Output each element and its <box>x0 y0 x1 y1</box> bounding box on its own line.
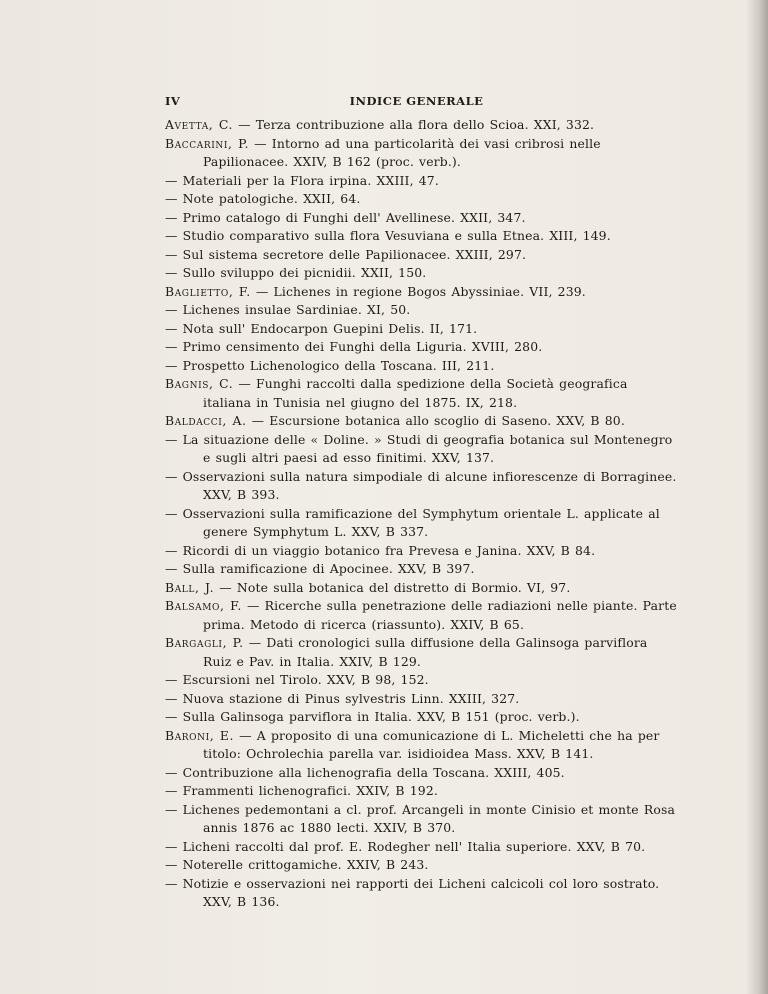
entry-author: Baldacci, A. <box>165 413 247 428</box>
index-entry <box>165 708 677 727</box>
running-header <box>165 94 668 108</box>
index-entry <box>165 301 677 320</box>
entry-text: — Ricordi di un viaggio botanico fra Prevesa e Janina. XXV, B 84. <box>165 542 596 558</box>
entry-text: — A proposito di una comunicazione di L. Micheletti che ha per titolo: Ochrolechia parella var. isidioidea Mass. XXV, B 141. <box>203 727 660 761</box>
entry-text: — Nuova stazione di Pinus sylvestris Linn. XXIII, 327. <box>165 690 520 706</box>
index-entry <box>165 190 677 209</box>
index-entry <box>165 116 677 135</box>
entry-text: — Lichenes insulae Sardiniae. XI, 50. <box>165 302 411 317</box>
index-entry <box>165 172 677 191</box>
index-entry <box>165 505 677 542</box>
entry-author: Balsamo, F. <box>165 598 242 613</box>
entry-author: Baglietto, F. <box>165 283 251 299</box>
entry-author: Baccarini, P. <box>165 135 250 151</box>
entry-text: — Lichenes in regione Bogos Abyssiniae. VII, 239. <box>250 283 586 299</box>
entry-text: — Escursioni nel Tirolo. XXV, B 98, 152. <box>165 672 429 687</box>
page-title: INDICE GENERALE <box>349 94 484 108</box>
entry-text: — Note patologiche. XXII, 64. <box>165 191 361 206</box>
index-entry <box>165 283 677 302</box>
index-entry <box>165 875 677 912</box>
entry-text: — Terza contribuzione alla flora dello Scioa. XXI, 332. <box>233 117 595 132</box>
entry-text: — Licheni raccolti dal prof. E. Rodegher nell' Italia superiore. XXV, B 70. <box>165 838 646 854</box>
index-entry <box>165 560 677 579</box>
entry-text: — Nota sull' Endocarpon Guepini Delis. II, 171. <box>165 320 478 336</box>
index-entry <box>165 856 677 875</box>
index-entry <box>165 801 677 838</box>
page-edge-shadow <box>746 0 768 994</box>
entry-text: — Osservazioni sulla ramificazione del Symphytum orientale L. applicate al genere Symphytum L. XXV, B 337. <box>165 505 660 539</box>
entry-text: — Sul sistema secretore delle Papilionacee. XXIII, 297. <box>165 246 527 262</box>
index-entry <box>165 542 677 561</box>
entry-text: — La situazione delle « Doline. » Studi di geografia botanica sul Montenegro e sugli altri paesi ad esso finitimi. XXV, 137. <box>165 431 673 465</box>
index-list <box>165 116 677 912</box>
entry-text: — Materiali per la Flora irpina. XXIII, 47. <box>165 172 439 188</box>
index-entry <box>165 634 677 671</box>
entry-text: — Frammenti lichenografici. XXIV, B 192. <box>165 783 438 798</box>
entry-author: Baroni, E. <box>165 727 235 743</box>
entry-text: — Note sulla botanica del distretto di Bormio. VI, 97. <box>214 579 571 595</box>
index-entry <box>165 764 677 783</box>
index-entry <box>165 727 677 764</box>
index-entry <box>165 338 677 357</box>
entry-author: Bargagli, P. <box>165 635 244 650</box>
index-entry <box>165 597 677 634</box>
index-entry <box>165 690 677 709</box>
entry-author: Bagnis, C. <box>165 376 234 391</box>
entry-text: — Sulla ramificazione di Apocinee. XXV, B 397. <box>165 561 475 576</box>
index-entry <box>165 320 677 339</box>
entry-text: — Prospetto Lichenologico della Toscana. III, 211. <box>165 357 495 373</box>
page-number: IV <box>165 94 181 108</box>
entry-text: — Osservazioni sulla natura simpodiale di alcune infiorescenze di Borraginee. XXV, B 393. <box>165 468 677 502</box>
entry-text: — Primo catalogo di Funghi dell' Avellinese. XXII, 347. <box>165 209 526 225</box>
index-entry <box>165 412 677 431</box>
index-entry <box>165 838 677 857</box>
entry-text: — Ricerche sulla penetrazione delle radiazioni nelle piante. Parte prima. Metodo di ricerca (riassunto). XXIV, B 65. <box>203 598 677 632</box>
entry-author: Avetta, C. <box>165 117 234 132</box>
index-entry <box>165 579 677 598</box>
index-entry <box>165 357 677 376</box>
index-entry <box>165 227 677 246</box>
index-entry <box>165 209 677 228</box>
entry-text: — Funghi raccolti dalla spedizione della Società geografica italiana in Tunisia nel giugno del 1875. IX, 218. <box>203 376 628 410</box>
entry-text: — Dati cronologici sulla diffusione della Galinsoga parviflora Ruiz e Pav. in Italia. XXIV, B 129. <box>203 635 648 669</box>
index-entry <box>165 246 677 265</box>
index-entry <box>165 468 677 505</box>
entry-text: — Contribuzione alla lichenografia della Toscana. XXIII, 405. <box>165 764 565 780</box>
entry-text: — Noterelle crittogamiche. XXIV, B 243. <box>165 857 429 872</box>
index-entry <box>165 375 677 412</box>
index-entry <box>165 264 677 283</box>
entry-text: — Intorno ad una particolarità dei vasi cribrosi nelle Papilionacee. XXIV, B 162 (proc. verb.). <box>203 135 601 169</box>
entry-text: — Studio comparativo sulla flora Vesuviana e sulla Etnea. XIII, 149. <box>165 228 611 243</box>
entry-text: — Sullo sviluppo dei picnidii. XXII, 150. <box>165 265 427 280</box>
entry-text: — Sulla Galinsoga parviflora in Italia. XXV, B 151 (proc. verb.). <box>165 709 580 724</box>
entry-text: — Escursione botanica allo scoglio di Saseno. XXV, B 80. <box>246 413 625 428</box>
entry-author: Ball, J. <box>165 579 215 595</box>
entry-text: — Lichenes pedemontani a cl. prof. Arcangeli in monte Cinisio et monte Rosa annis 1876 ac 1880 lecti. XXIV, B 370. <box>165 801 675 835</box>
index-entry <box>165 431 677 468</box>
index-entry <box>165 671 677 690</box>
index-entry <box>165 782 677 801</box>
entry-text: — Notizie e osservazioni nei rapporti dei Licheni calcicoli col loro sostrato. XXV, B 136. <box>165 875 660 909</box>
entry-text: — Primo censimento dei Funghi della Liguria. XVIII, 280. <box>165 339 543 354</box>
index-entry <box>165 135 677 172</box>
